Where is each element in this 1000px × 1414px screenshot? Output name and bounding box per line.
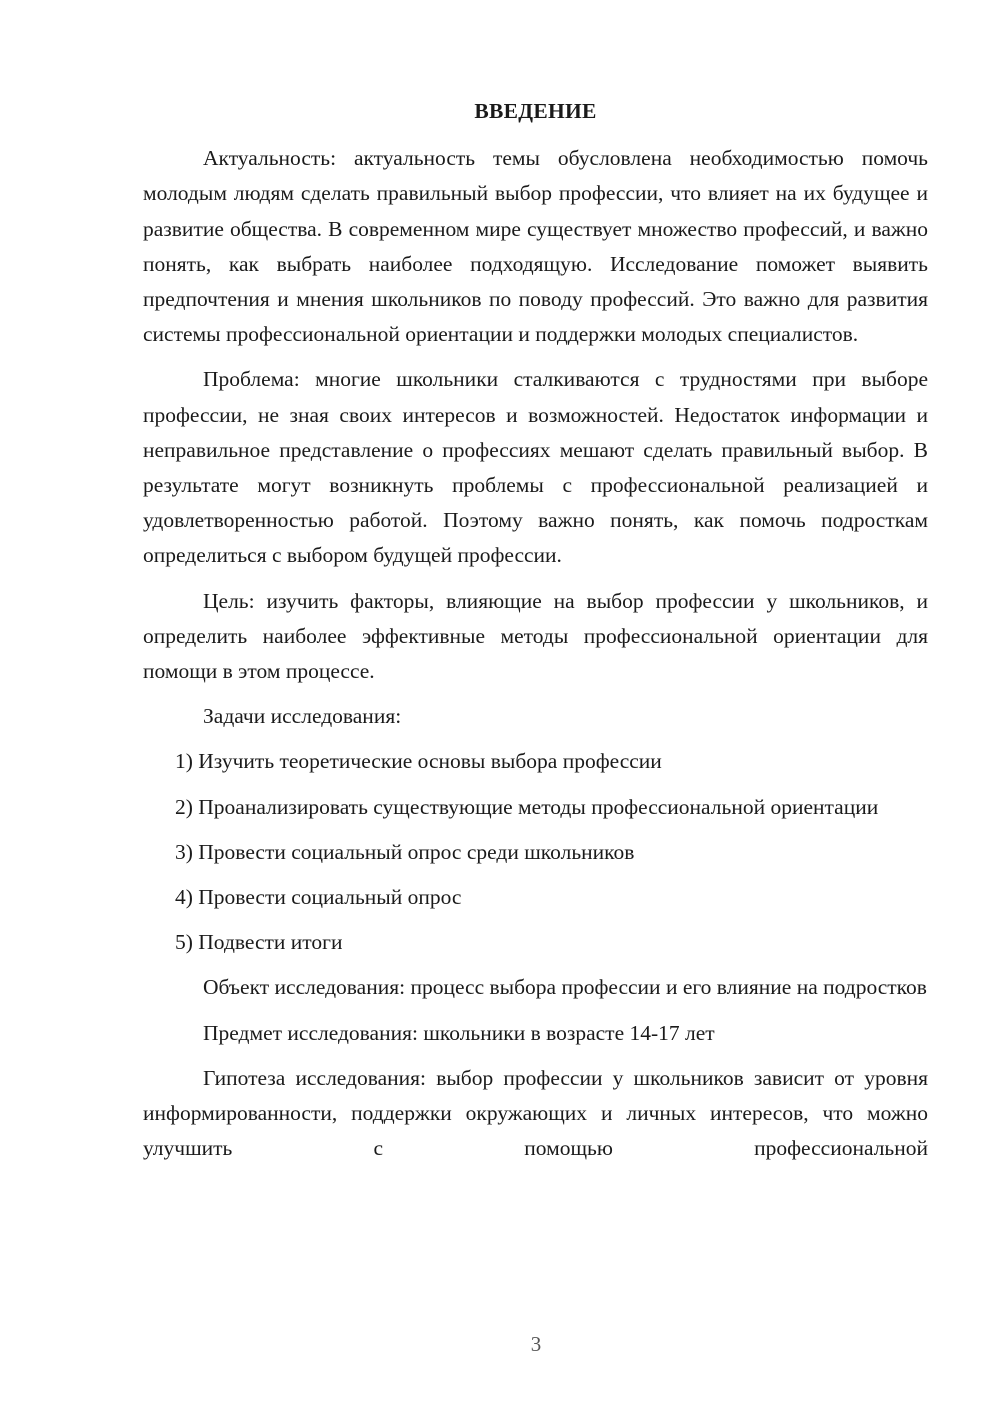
page-title: ВВЕДЕНИЕ [474, 99, 597, 123]
tasks-list [143, 744, 928, 960]
tasks-heading: Задачи исследования: [203, 704, 402, 729]
hypothesis-paragraph: Гипотеза исследования: выбор профессии у школьников зависит от уровня информированности, поддержки окружающих и личных интересов, что можно улучшить с помощью профессиональной [143, 1065, 928, 1161]
goal-paragraph: Цель: изучить факторы, влияющие на выбор профессии у школьников, и определить наиболее эффективные методы профессиональной ориентации для помощи в этом процессе. [143, 588, 928, 684]
problem-paragraph: Проблема: многие школьники сталкиваются с трудностями при выборе профессии, не зная своих интересов и возможностей. Недостаток информации и неправильное представление о профессиях мешают сделать правильный выбор. В результате могут возникнуть проблемы с профессиональной реализацией и удовлетворенностью работой. Поэтому важно понять, как помочь подросткам определиться с выбором будущей профессии. [143, 367, 928, 568]
document-page [143, 94, 928, 1176]
task-item-5: 5) Подвести итоги [175, 930, 343, 955]
task-item-2: 2) Проанализировать существующие методы профессиональной ориентации [175, 794, 879, 819]
task-item-1: 1) Изучить теоретические основы выбора профессии [175, 749, 662, 774]
object-paragraph: Объект исследования: процесс выбора профессии и его влияние на подростков [203, 975, 927, 1000]
relevance-paragraph: Актуальность: актуальность темы обусловлена необходимостью помочь молодым людям сделать правильный выбор профессии, что влияет на их будущее и развитие общества. В современном мире существует множество профессий, и важно понять, как выбрать наиболее подходящую. Исследование поможет выявить предпочтения и мнения школьников по поводу профессий. Это важно для развития системы профессиональной ориентации и поддержки молодых специалистов. [143, 146, 928, 347]
subject-paragraph: Предмет исследования: школьники в возрасте 14-17 лет [203, 1020, 715, 1045]
page-number: 3 [530, 1332, 542, 1356]
task-item-3: 3) Провести социальный опрос среди школьников [175, 839, 635, 864]
task-item-4: 4) Провести социальный опрос [175, 885, 462, 910]
